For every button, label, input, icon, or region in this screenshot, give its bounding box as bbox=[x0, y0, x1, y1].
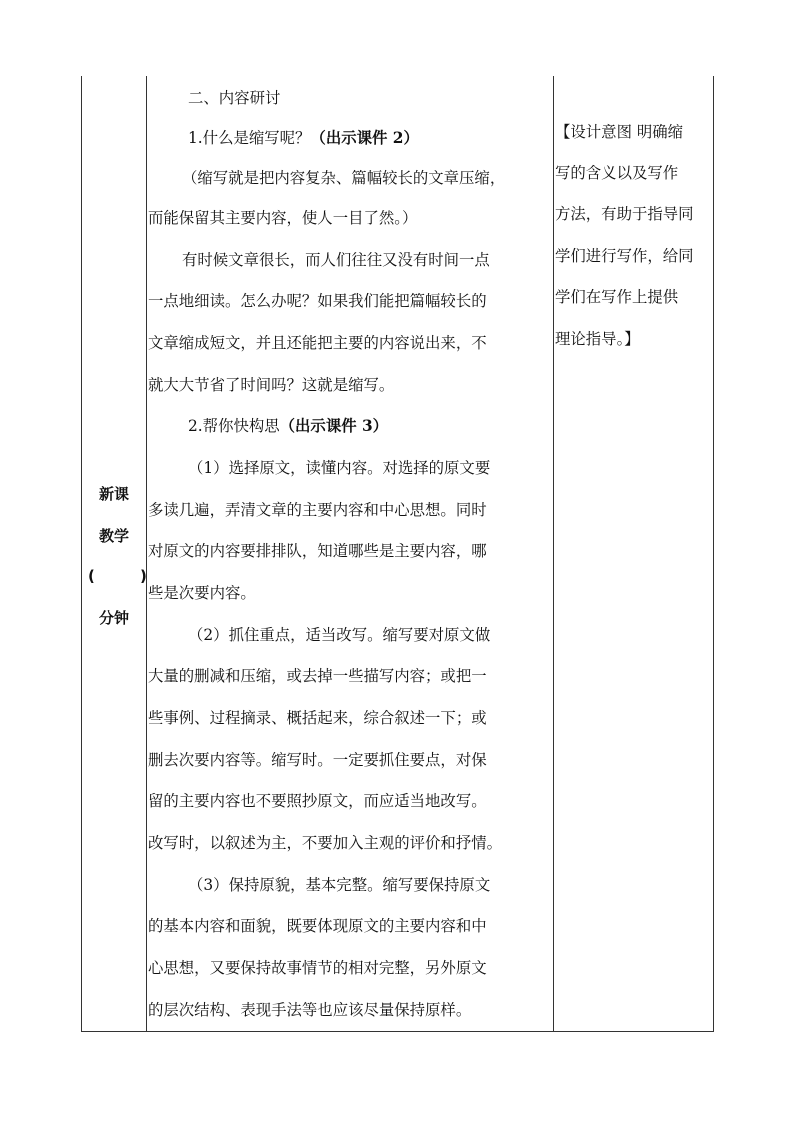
question-text: 1.什么是缩写呢？ bbox=[188, 129, 311, 147]
paragraph-line: （2）抓住重点，适当改写。缩写要对原文做 bbox=[188, 626, 491, 644]
paragraph-line: 一点地细读。怎么办呢？如果我们能把篇幅较长的 bbox=[148, 292, 487, 310]
paragraph-line: 改写时，以叙述为主，不要加入主观的评价和抒情。 bbox=[148, 834, 502, 852]
design-intent-line: 学们进行写作，给同 bbox=[555, 247, 694, 265]
paragraph-line: 留的主要内容也不要照抄原文，而应适当地改写。 bbox=[148, 792, 487, 810]
paragraph-line: 有时候文章很长，而人们往往又没有时间一点 bbox=[182, 251, 490, 269]
table-divider-left bbox=[146, 76, 147, 1032]
paragraph-line: 对原文的内容要排排队，知道哪些是主要内容，哪 bbox=[148, 542, 487, 560]
section-heading: 二、内容研讨 bbox=[188, 89, 281, 107]
question-heading bbox=[188, 125, 419, 151]
courseware-note-2: （出示课件 2） bbox=[310, 129, 419, 147]
table-divider-right bbox=[553, 76, 554, 1032]
paragraph-line: 而能保留其主要内容，使人一目了然。） bbox=[148, 209, 418, 227]
paragraph-line: （缩写就是把内容复杂、篇幅较长的文章压缩， bbox=[182, 169, 506, 187]
paragraph-line: 文章缩成短文，并且还能把主要的内容说出来，不 bbox=[148, 334, 487, 352]
paragraph-line: 就大大节省了时间吗？这就是缩写。 bbox=[148, 376, 395, 394]
paragraph-line: 些事例、过程摘录、概括起来，综合叙述一下；或 bbox=[148, 709, 487, 727]
section-label-column bbox=[82, 76, 146, 1031]
design-intent-line: 写的含义以及写作 bbox=[555, 164, 679, 182]
paragraph-line: 的基本内容和面貌，既要体现原文的主要内容和中 bbox=[148, 917, 487, 935]
section-label-line2: 教学 bbox=[98, 527, 129, 545]
tips-text: 2.帮你快构思 bbox=[188, 417, 280, 435]
paragraph-line: 删去次要内容等。缩写时。一定要抓住要点，对保 bbox=[148, 751, 487, 769]
paragraph-line: 心思想，又要保持故事情节的相对完整，另外原文 bbox=[148, 959, 487, 977]
courseware-note-3: （出示课件 3） bbox=[279, 417, 389, 435]
paragraph-line: （1）选择原文，读懂内容。对选择的原文要 bbox=[188, 459, 491, 477]
tips-heading bbox=[188, 413, 388, 439]
design-intent-line: 学们在写作上提供 bbox=[555, 288, 679, 306]
paragraph-line: 的层次结构、表现手法等也应该尽量保持原样。 bbox=[148, 1001, 472, 1019]
duration-paren-open: ( bbox=[88, 567, 95, 585]
section-label-line1: 新课 bbox=[98, 485, 129, 503]
paragraph-line: 多读几遍，弄清文章的主要内容和中心思想。同时 bbox=[148, 501, 487, 519]
paragraph-line: （3）保持原貌，基本完整。缩写要保持原文 bbox=[188, 876, 491, 894]
design-intent-line: 理论指导。】 bbox=[555, 330, 640, 348]
design-intent-line: 方法，有助于指导同 bbox=[555, 205, 694, 223]
design-intent-line: 【设计意图 明确缩 bbox=[555, 123, 684, 141]
duration-paren-close: ) bbox=[140, 567, 147, 585]
paragraph-line: 大量的删减和压缩，或去掉一些描写内容；或把一 bbox=[148, 667, 487, 685]
duration-unit-label: 分钟 bbox=[98, 609, 129, 627]
paragraph-line: 些是次要内容。 bbox=[148, 584, 256, 602]
